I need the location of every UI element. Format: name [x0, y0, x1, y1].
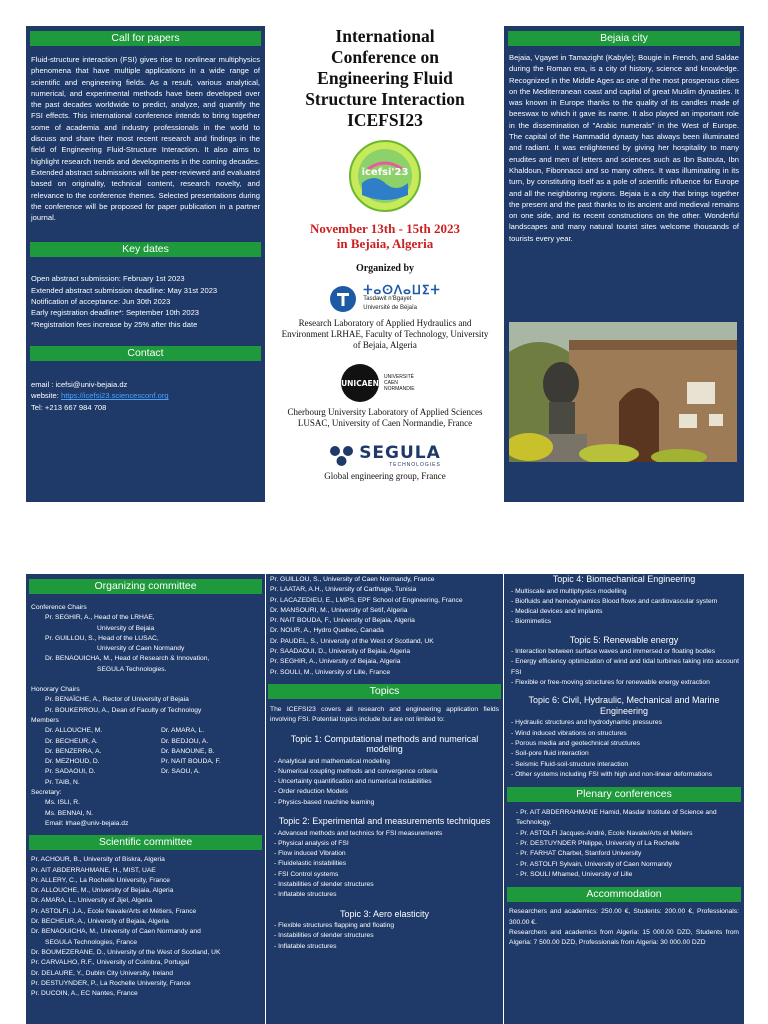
title-line: Conference on — [330, 47, 440, 67]
organizer-segula: Global engineering group, France — [324, 471, 446, 481]
topic-2-title: Topic 2: Experimental and measurements techniques — [278, 816, 491, 827]
conference-logo-text: icefsi'23 — [361, 167, 409, 178]
segula-logo-text: SEGULA — [359, 442, 441, 463]
bejaia-city-panel — [504, 26, 744, 502]
topic-item: - Biofluids and hemodynamics Blood flows and cardiovascular system — [511, 597, 739, 607]
topic-item: - Seismic Fluid-soil-structure interaction — [511, 760, 739, 770]
title-line: Structure Interaction — [305, 89, 465, 109]
secretary-title: Secretary: — [31, 789, 62, 797]
organized-by-label: Organized by — [355, 263, 415, 274]
member-item: Dr. ALLOUCHE, M. — [45, 727, 103, 735]
call-for-papers-text: Fluid-structure interaction (FSI) gives rise to nonlinear multiphysics phenomena that have multiple applications in a wide range of scientific and engineering fields. As a result, various analytical, numerical, and experimental methods have been developed over the past decades worldwide to predict, analyze, and quantify the FSI effects. This international conference intends to bring together some of academia and industry professionals in the world to discuss and share their most recent research and findings in the field of Engineering Fluid-Structure Interaction. It also aims to highlight research trends and developments in the coming decades. Extended abstract submissions will be peer-reviewed and evaluated based on originality, technical content, research novelty, and relevance to the conference themes. Selected presentations during the conference will be proposed for paper publication in a partner journal. — [31, 55, 260, 223]
scientific-committee-header: Scientific committee — [29, 835, 262, 850]
topic-item: - Instabilities of slender structures — [274, 880, 499, 890]
topic-item: - Flexible or free-moving structures for renewable energy extraction — [511, 678, 739, 688]
topic-item: - Numerical coupling methods and convergence criteria — [274, 767, 499, 777]
organizing-committee-panel — [26, 574, 265, 1024]
plenary-header: Plenary conferences — [507, 787, 741, 802]
key-date-item: Extended abstract submission deadline: May 31st 2023 — [31, 285, 218, 295]
key-date-item: Notification of acceptance: Jun 30th 2023 — [31, 297, 171, 307]
segula-logo-sub: TECHNOLOGIES — [389, 461, 441, 468]
unicaen-sub: UNIVERSITÉ — [384, 374, 415, 380]
plenary-speaker: - Pr. SOULI Mhamed, University of Lille — [516, 870, 739, 880]
scientific-member: Pr. SAADAOUI, D., University of Bejaia, Algeria — [270, 648, 411, 656]
accommodation-header: Accommodation — [507, 887, 741, 902]
plenary-speaker: - Pr. AIT ABDERRAHMANE Hamid, Masdar Institute of Science and Technology. — [516, 808, 739, 829]
univ-bejaia-emblem-icon — [329, 285, 357, 313]
topic-item: - Uncertainty quantification and numerical instabilities — [274, 777, 499, 787]
member-item: Dr. BANOUNE, B. — [161, 747, 215, 755]
scientific-member: Pr. ALLERY, C., La Rochelle University, France — [31, 876, 171, 884]
unicaen-sub: NORMANDIE — [384, 386, 415, 392]
unicaen-logo — [340, 363, 430, 403]
topic-item: - Energy efficiency optimization of wind and tidal turbines taking into account FSI — [511, 657, 739, 678]
topics-header: Topics — [268, 684, 501, 699]
honorary-title: Honorary Chairs — [31, 686, 80, 694]
conference-title-column — [276, 26, 494, 502]
call-for-papers-panel — [26, 26, 265, 502]
call-for-papers-header: Call for papers — [30, 31, 261, 46]
member-item: Dr. BEDJOU, A. — [161, 737, 209, 745]
scientific-member: SEGULA Technologies, France — [45, 938, 138, 946]
organizing-committee-list — [31, 603, 260, 829]
segula-logo — [315, 443, 455, 469]
scientific-member: Pr. DESTUYNDER, P., La Rochelle University, France — [31, 979, 191, 987]
organizer-lusac: Cherbourg University Laboratory of Applied Sciences LUSAC, University of Caen Normandie, France — [287, 407, 483, 428]
chair-affil: University of Caen Normandy — [97, 645, 185, 653]
member-item: Dr. MEZHOUD, D. — [45, 758, 100, 766]
scientific-member: Pr. ACHOUR, B., University of Biskra, Algeria — [31, 856, 165, 864]
topic-item: - Biomimetics — [511, 617, 739, 627]
bejaia-city-header: Bejaia city — [508, 31, 740, 46]
topic-4-list — [511, 587, 739, 628]
topics-plenary-panel — [504, 574, 744, 1024]
bejaia-city-text: Bejaia, Vgayet in Tamazight (Kabyle); Bougie in French, and Saldae during the Roman era, is a city of history, science and knowledge. Recognized in the Middle Ages as one of the most prosperous cities on the Mediterranean coast and capital of great Muslim dynasties. It was known in Europe thanks to the quality of its candles made of beeswax to which it gave its name. It also played an important role in the dissemination of "Arabic numerals" in the West of Europe. The capital of the Hammadid dynasty has always been illuminated and radiant. It was enlightened by giving her hospitality to many erudites and men of letters and sciences such as Ibn Batouta, Ibn Khaldoun, Fibonnacci and so many others. It was illuminating in its turn, by constituting itself as a pole of scientific influence for Europe and all the neighboring regions. Bejaia is a city that brings together the present and the past thanks to its ancient and medieval remains on one side, and its recent constructions on the other. Wonderful landscapes and many natural tourist sites welcome thousands of tourists every year. — [509, 53, 739, 243]
topic-item: - Inflatable structures — [274, 890, 499, 900]
topic-1-title: Topic 1: Computational methods and numerical modeling — [290, 733, 479, 755]
member-item: Pr. SADAOUI, D. — [45, 768, 96, 776]
contact-phone: Tel: +213 667 984 708 — [31, 402, 107, 412]
topic-item: - Advanced methods and technics for FSI measurements — [274, 829, 499, 839]
key-date-item: Early registration deadline*: September 10th 2023 — [31, 308, 200, 318]
scientific-member: Dr. NOUR, A., Hydro Quebec, Canada — [270, 627, 384, 635]
topic-item: - Instabilities of slender structures — [274, 931, 499, 941]
topic-item: - Medical devices and implants — [511, 607, 739, 617]
secretary-item: Ms. BENNAI, N. — [45, 809, 93, 817]
contact-email[interactable]: email : icefsi@univ-bejaia.dz — [31, 379, 128, 389]
contact-info — [31, 379, 260, 413]
contact-website-link[interactable]: https://icefsi23.sciencesconf.org — [60, 391, 169, 401]
title-line: Engineering Fluid — [317, 68, 453, 88]
topic-item: - Physics-based machine learning — [274, 798, 499, 808]
honorary-item: Pr. BOUKERROU, A., Dean of Faculty of Technology — [45, 706, 202, 714]
chair-item: Pr. GUILLOU, S., Head of the LUSAC, — [45, 634, 159, 642]
scientific-member: Dr. BECHEUR, A., University of Bejaia, Algeria — [31, 918, 169, 926]
topic-5-list — [511, 647, 739, 688]
scientific-member: Pr. DUCOIN, A., EC Nantes, France — [31, 990, 138, 998]
chair-item: Pr. SEGHIR, A., Head of the LRHAE, — [45, 614, 155, 622]
topic-item: - Fluidelastic instabilities — [274, 859, 499, 869]
key-dates-list — [31, 273, 260, 329]
scientific-member: Pr. SOULI, M., University of Lille, France — [270, 668, 391, 676]
scientific-member: Pr. LAATAR, A.H., University of Carthage, Tunisia — [270, 586, 417, 594]
plenary-speaker: - Pr. DESTUYNDER Philippe, University of La Rochelle — [516, 839, 739, 849]
member-item: Dr. AMARA, L. — [161, 727, 205, 735]
scientific-member: Pr. ASTOLFI, J.A., Ecole Navale/Arts et Métiers, France — [31, 907, 197, 915]
title-line: International — [335, 26, 435, 46]
topic-item: - Hydraulic structures and hydrodynamic pressures — [511, 718, 739, 728]
member-item: Pr. NAIT BOUDA, F. — [161, 758, 221, 766]
univ-bejaia-logo: ⵜⴰⵙⴷⴰⵡⵉⵜ Tasdawit n'Bgayet Université de Béjaïa — [315, 284, 455, 314]
plenary-list — [516, 808, 739, 880]
scientific-member: Pr. GUILLOU, S., University of Caen Normandy, France — [270, 576, 435, 583]
unicaen-sub: CAEN — [384, 380, 398, 386]
chair-affil: SEGULA Technologies. — [97, 665, 167, 673]
topic-item: - Soil-pore fluid interaction — [511, 749, 739, 759]
members-grid — [31, 726, 260, 788]
conference-place: in Bejaia, Algeria — [336, 236, 434, 251]
scientific-member: Pr. NAIT BOUDA, F., University of Bejaia, Algeria — [270, 617, 415, 625]
scientific-member: Dr. BOUMEZERANE, D., University of the West of Scotland, UK — [31, 948, 221, 956]
unicaen-emblem-icon — [340, 363, 380, 403]
members-title: Members — [31, 716, 59, 724]
accommodation-line: Researchers and academics: 250.00 €, Students: 200.00 €, Professionals: 300.00 €. — [509, 908, 739, 926]
chairs-title: Conference Chairs — [31, 604, 87, 611]
scientific-member: Dr. MANSOURI, M., University of Setif, Algeria — [270, 606, 408, 614]
topic-item: - Order reduction Models — [274, 787, 499, 797]
topic-item: - Flow induced Vibration — [274, 849, 499, 859]
topic-2-list — [274, 829, 499, 901]
scientific-member: Pr. LACAZEDIEU, E., LMPS, EPF School of Engineering, France — [270, 596, 463, 604]
bejaia-photo — [509, 322, 737, 462]
contact-website-label: website: — [31, 391, 61, 401]
contact-website-line — [31, 390, 260, 401]
univ-bejaia-logo-text: Tasdawit n'Bgayet — [363, 295, 412, 302]
chair-affil: University of Bejaia — [97, 624, 155, 632]
member-item: Dr. SAOU, A. — [161, 768, 201, 776]
topic-item: - Wind induced vibrations on structures — [511, 729, 739, 739]
conference-dates — [276, 221, 494, 251]
univ-bejaia-logo-sub: Université de Béjaïa — [363, 304, 417, 311]
plenary-speaker: - Pr. ASTOLFI Sylvain, University of Caen Normandy — [516, 860, 739, 870]
key-dates-header: Key dates — [30, 242, 261, 257]
topic-4-title: Topic 4: Biomechanical Engineering — [552, 574, 696, 584]
chair-item: Dr. BENAOUICHA, M., Head of Research & Innovation, — [45, 655, 210, 663]
topic-item: - Inflatable structures — [274, 942, 499, 952]
topic-1-list — [274, 757, 499, 808]
scientific-member: Pr. AIT ABDERRAHMANE, H., MIST, UAE — [31, 866, 156, 874]
topic-item: - Interaction between surface waves and immersed or floating bodies — [511, 647, 739, 657]
topic-3-list — [274, 921, 499, 952]
scientific-member: Dr. ALLOUCHE, M., University of Bejaia, Algeria — [31, 887, 174, 895]
scientific-member: Dr. BENAOUICHA, M., University of Caen Normandy and — [31, 928, 201, 936]
member-item: Dr. BECHEUR, A. — [45, 737, 98, 745]
secretary-item: Ms. ISLI, R. — [45, 799, 80, 807]
topic-6-list — [511, 718, 739, 780]
key-date-item: Open abstract submission: February 1st 2023 — [31, 274, 185, 284]
member-item: Dr. BENZERRA, A. — [45, 747, 102, 755]
topic-item: - Porous media and geotechnical structures — [511, 739, 739, 749]
secretary-email[interactable]: Email: lrhae@univ-bejaia.dz — [45, 819, 129, 827]
topics-panel — [266, 574, 503, 1024]
topic-item: - FSI Control systems — [274, 870, 499, 880]
topic-item: - Other systems including FSI with high and non-linear deformations — [511, 770, 739, 780]
topic-3-title: Topic 3: Aero elasticity — [339, 908, 430, 919]
member-item: Pr. TAIB, N. — [45, 778, 80, 786]
topics-intro: The ICEFSI23 covers all research and engineering application fields involving FSI. Potential topics include but are not limited to: — [270, 705, 499, 724]
honorary-item: Pr. BENAÏCHE, A., Rector of University of Bejaia — [45, 696, 189, 704]
topic-item: - Analytical and mathematical modeling — [274, 757, 499, 767]
organizer-lrhae: Research Laboratory of Applied Hydraulics and Environment LRHAE, Faculty of Technology, University of Bejaia, Algeria — [281, 318, 489, 350]
topic-item: - Multiscale and multiphysics modelling — [511, 587, 739, 597]
scientific-committee-list — [31, 855, 260, 999]
scientific-member: Pr. SEGHIR, A., University of Bejaia, Algeria — [270, 658, 401, 666]
topic-6-title: Topic 6: Civil, Hydraulic, Mechanical and Marine Engineering — [528, 695, 720, 716]
topic-item: - Flexible structures flapping and floating — [274, 921, 499, 931]
topic-5-title: Topic 5: Renewable energy — [569, 634, 679, 645]
scientific-committee-list-cont — [270, 575, 498, 678]
scientific-member: Dr. DELAURE, Y., Dublin City University, Ireland — [31, 969, 173, 977]
accommodation-line: Researchers and academics from Algeria: 15 000.00 DZD, Students from Algeria: 7 500.00 DZD, Professionals from Algeria: 30 000.00 DZD — [509, 928, 739, 947]
scientific-member: Dr. AMARA, L., University of Jijel, Algeria — [31, 897, 153, 905]
key-date-item: *Registration fees increase by 25% after this date — [31, 319, 198, 329]
scientific-member: Pr. CARVALHO, R.F., University of Coimbra, Portugal — [31, 959, 190, 967]
scientific-member: Dr. PAUDEL, S., University of the West of Scotland, UK — [270, 637, 434, 645]
title-line: ICEFSI23 — [347, 110, 423, 130]
organizing-committee-header: Organizing committee — [29, 579, 262, 594]
plenary-speaker: - Pr. ASTOLFI Jacques-André, Ecole Navale/Arts et Métiers — [516, 829, 739, 839]
unicaen-logo-text: UNICAEN — [341, 379, 379, 388]
plenary-speaker: - Pr. FARHAT Charbel, Stanford University — [516, 849, 739, 859]
topic-item: - Physical analysis of FSI — [274, 839, 499, 849]
contact-header: Contact — [30, 346, 261, 361]
conference-title — [276, 26, 494, 131]
conference-date-range: November 13th - 15th 2023 — [310, 221, 460, 236]
accommodation-text — [509, 907, 739, 948]
segula-dots-icon — [329, 445, 355, 467]
conference-logo — [348, 139, 422, 213]
